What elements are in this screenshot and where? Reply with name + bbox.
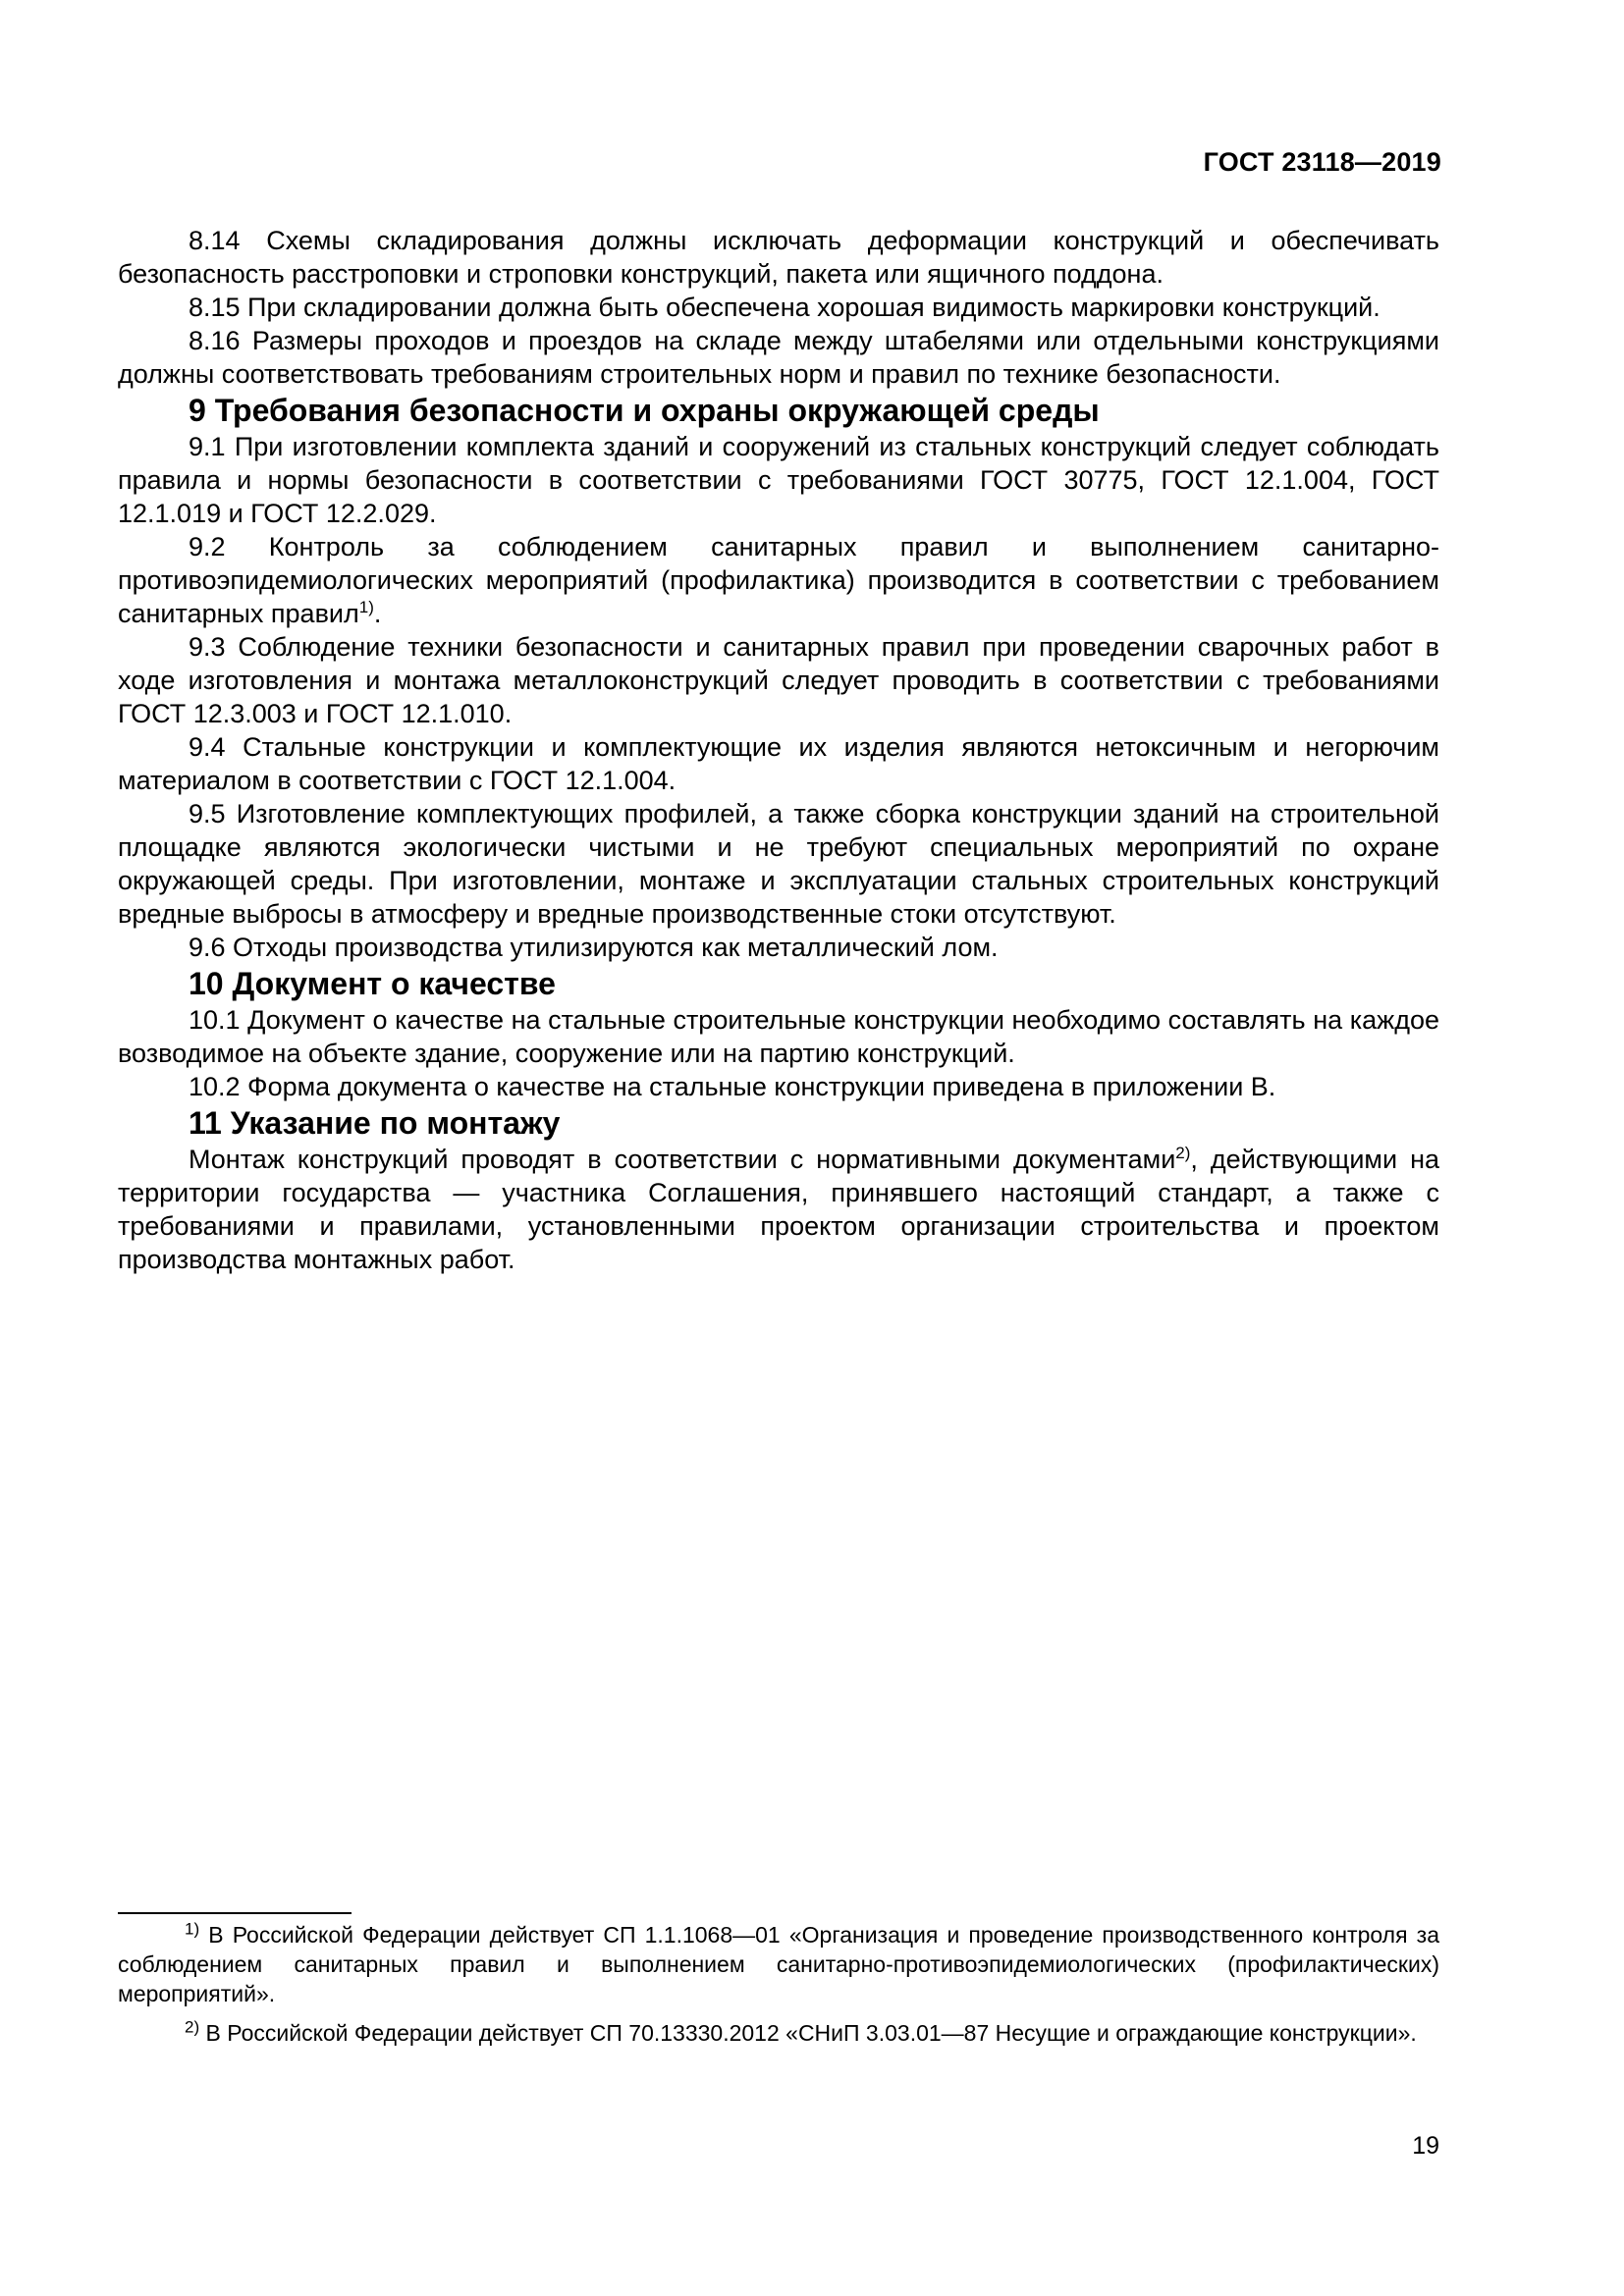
footnote-2-text: В Российской Федерации действует СП 70.13330.2012 «СНиП 3.03.01—87 Несущие и ограждающие конструкции». xyxy=(199,2020,1417,2046)
section-11 xyxy=(118,1143,1439,1276)
footnote-ref-1[interactable]: 1) xyxy=(358,598,374,616)
footnote-2 xyxy=(118,2018,1439,2048)
footnote-ref-2[interactable]: 2) xyxy=(1175,1144,1191,1162)
paragraph-10-2: 10.2 Форма документа о качестве на стальные конструкции приведена в приложении В. xyxy=(189,1072,1276,1101)
paragraph-11-text: Монтаж конструкций проводят в соответствии с нормативными документами xyxy=(189,1145,1176,1174)
section-10-heading: 10 Документ о качестве xyxy=(189,966,556,1001)
section-11-heading: 11 Указание по монтажу xyxy=(189,1105,561,1141)
document-code-header: ГОСТ 23118—2019 xyxy=(1203,147,1441,177)
paragraph-9-5: 9.5 Изготовление комплектующих профилей, а также сборка конструкции зданий на строительной площадке являются экологически чистыми и не требуют специальных мероприятий по охране окружающей среды. При изготовлении, монтаже и эксплуатации стальных строительных конструкций вредные выбросы в атмосферу и вредные производственные стоки отсутствуют. xyxy=(118,799,1439,929)
paragraph-9-2-text: 9.2 Контроль за соблюдением санитарных правил и выполнением санитарно-противоэпидемиологических мероприятий (профилактика) производится в соответствии с требованием санитарных правил xyxy=(118,532,1439,628)
paragraph-11-end: , действующими на территории государства — участника Соглашения, принявшего настоящий стандарт, а также с требованиями и правилами, установленными проектом организации строительства и проектом производства монтажных работ. xyxy=(118,1145,1440,1274)
paragraph-10-1: 10.1 Документ о качестве на стальные строительные конструкции необходимо составлять на каждое возводимое на объекте здание, сооружение или на партию конструкций. xyxy=(118,1005,1439,1068)
paragraph-8-14: 8.14 Схемы складирования должны исключать деформации конструкций и обеспечивать безопасность расстроповки и строповки конструкций, пакета или ящичного поддона. xyxy=(118,226,1439,289)
paragraph-9-2 xyxy=(118,530,1439,630)
paragraph-8-15: 8.15 При складировании должна быть обеспечена хорошая видимость маркировки конструкций. xyxy=(189,293,1380,322)
section-10 xyxy=(118,1003,1439,1103)
paragraph-9-3: 9.3 Соблюдение техники безопасности и санитарных правил при проведении сварочных работ в ходе изготовления и монтажа металлоконструкций следует проводить в соответствии с требованиями ГОСТ 12.3.003 и ГОСТ 12.1.010. xyxy=(118,632,1439,728)
paragraph-9-2-end: . xyxy=(373,599,382,628)
footnote-divider xyxy=(118,1912,352,1914)
footnote-1 xyxy=(118,1920,1439,2008)
footnote-mark-2: 2) xyxy=(185,2017,200,2037)
paragraph-9-1: 9.1 При изготовлении комплекта зданий и сооружений из стальных конструкций следует соблюдать правила и нормы безопасности в соответствии с требованиями ГОСТ 30775, ГОСТ 12.1.004, ГОСТ 12.1.019 и ГОСТ 12.2.029. xyxy=(118,432,1439,528)
document-body xyxy=(118,224,1439,1276)
footnotes xyxy=(118,1920,1439,2057)
page-number: 19 xyxy=(1412,2132,1439,2160)
paragraph-9-4: 9.4 Стальные конструкции и комплектующие их изделия являются нетоксичным и негорючим материалом в соответствии с ГОСТ 12.1.004. xyxy=(118,732,1439,795)
section-8-continuation xyxy=(118,224,1439,391)
paragraph-8-16: 8.16 Размеры проходов и проездов на складе между штабелями или отдельными конструкциями должны соответствовать требованиям строительных норм и правил по технике безопасности. xyxy=(118,326,1439,389)
section-9 xyxy=(118,430,1439,964)
paragraph-9-6: 9.6 Отходы производства утилизируются как металлический лом. xyxy=(189,933,999,962)
section-9-heading: 9 Требования безопасности и охраны окружающей среды xyxy=(189,393,1100,428)
footnote-mark-1: 1) xyxy=(185,1919,200,1939)
paragraph-11 xyxy=(118,1143,1439,1276)
footnote-1-text: В Российской Федерации действует СП 1.1.1068—01 «Организация и проведение производственного контроля за соблюдением санитарных правил и выполнением санитарно-противоэпидемиологических (профилактических) мероприятий». xyxy=(118,1922,1439,2006)
